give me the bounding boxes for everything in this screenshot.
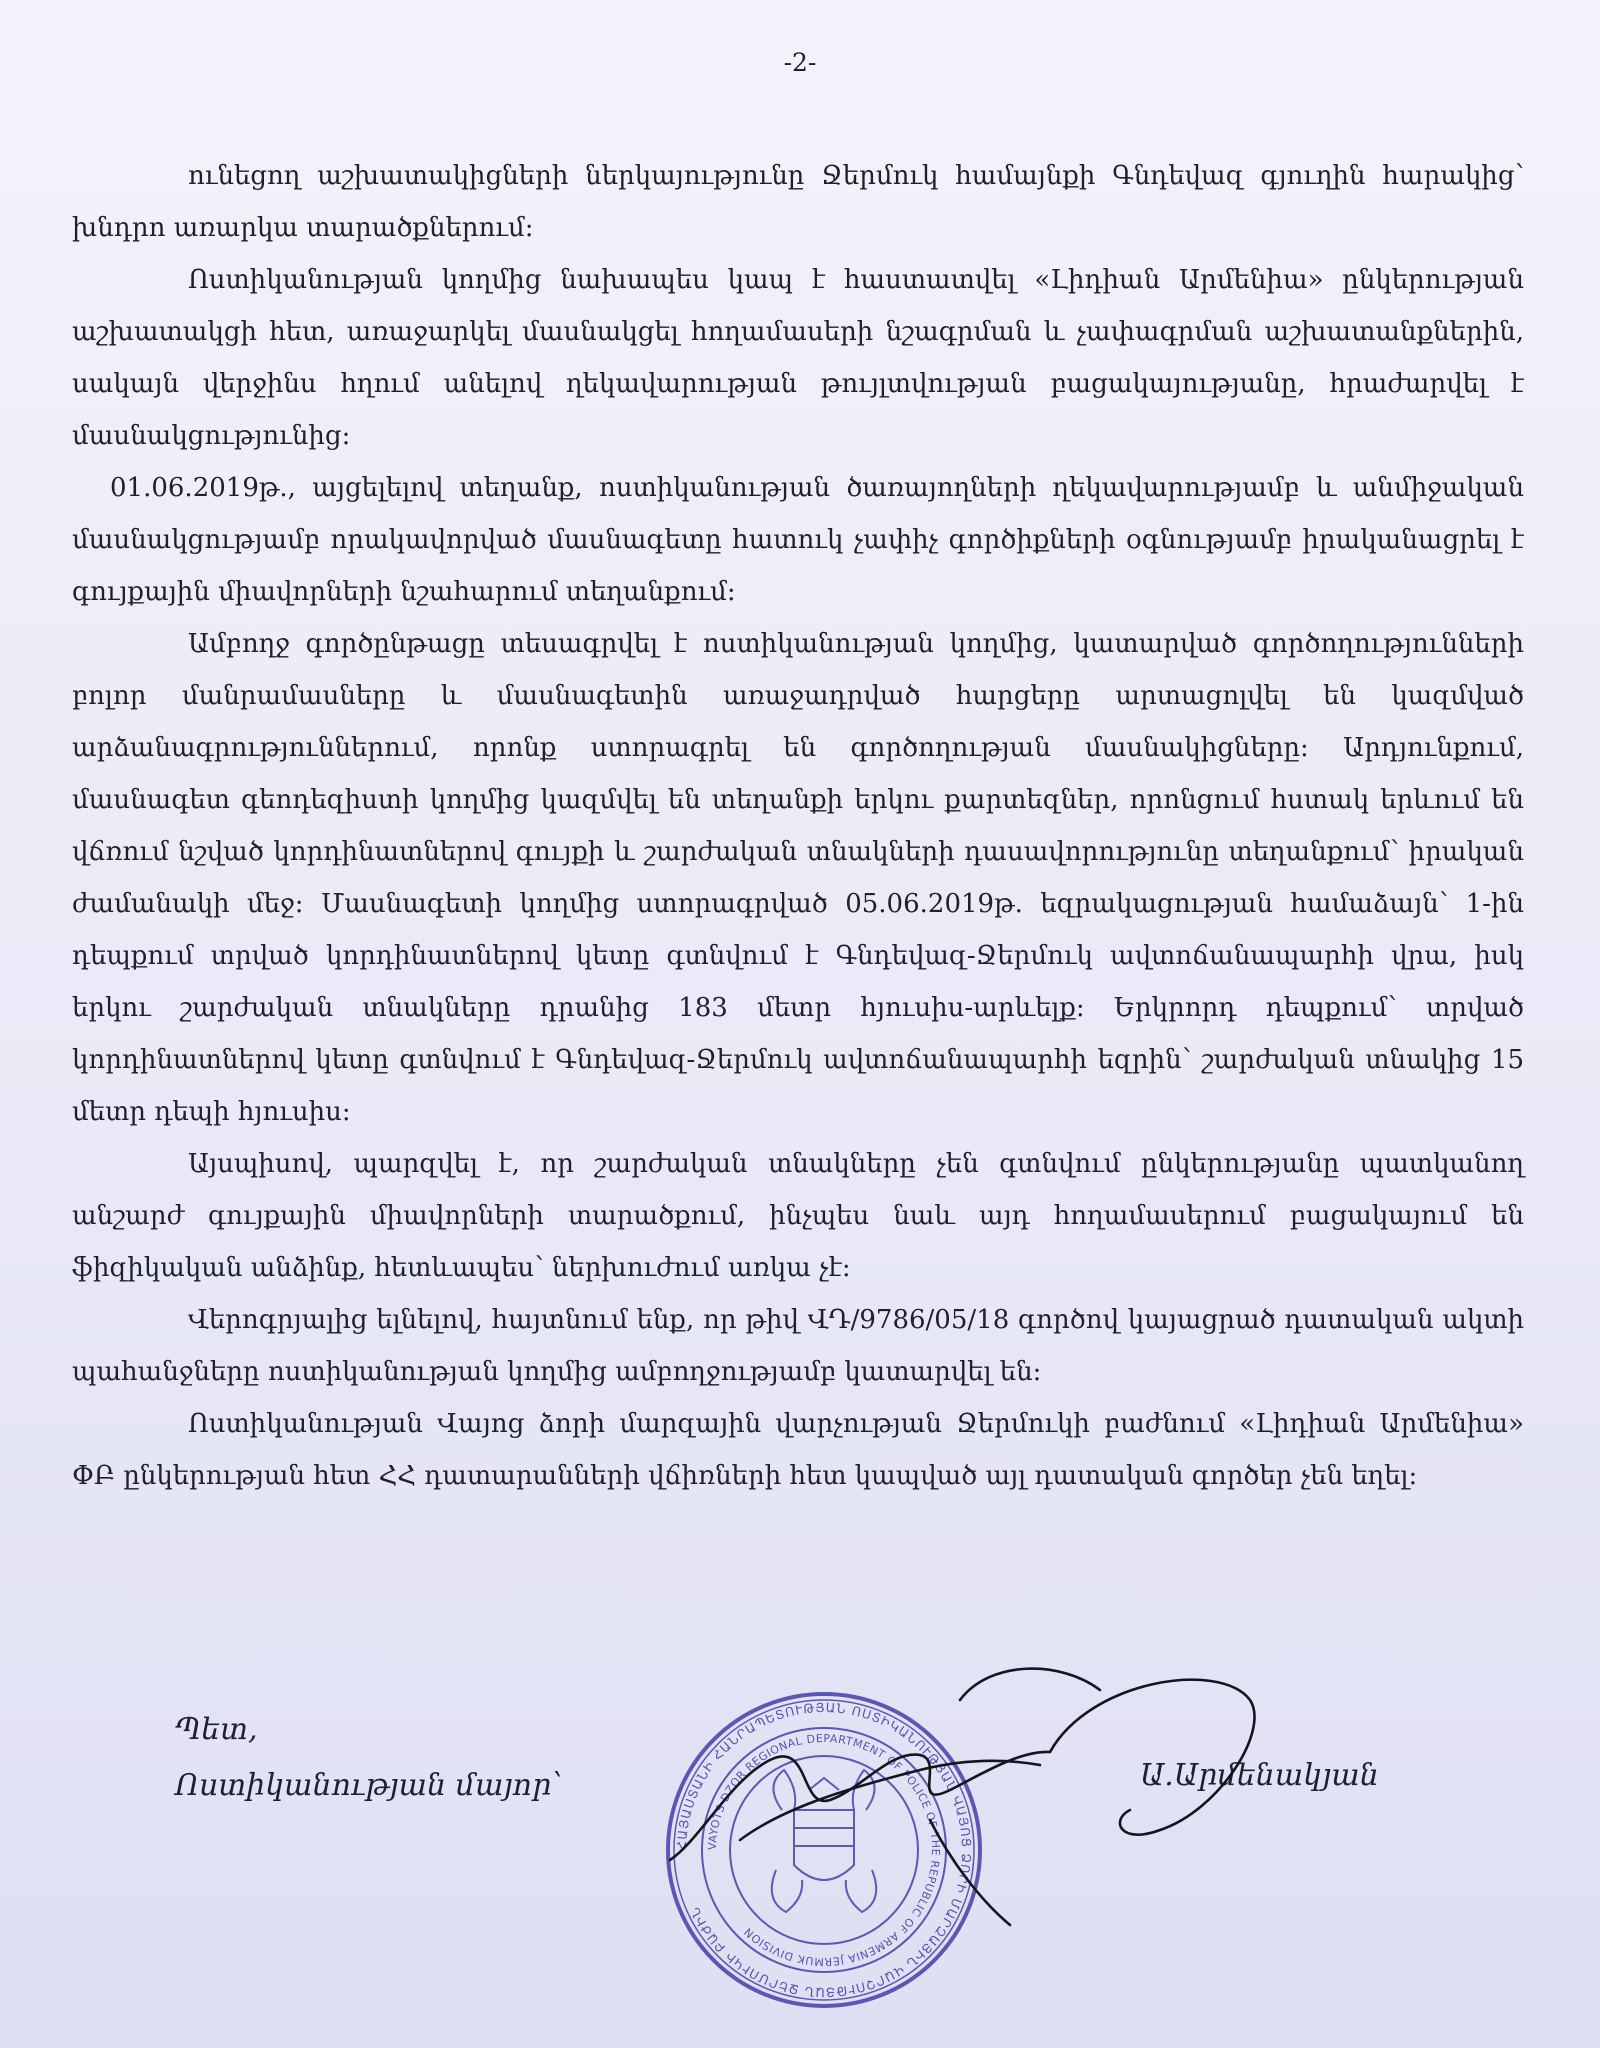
signatory-name: Ա.Արմենակյան (1140, 1758, 1379, 1793)
paragraph-4: Ամբողջ գործընթացը տեսագրվել է ոստիկանության կողմից, կատարված գործողությունների բոլոր մանրամասները և մասնագետին առաջադրված հարցերը արտացոլվել են կազմված արձանագրություններում, որոնք ստորագրել են գործողության մասնակիցները: Արդյունքում, մասնագետ գեոդեզիստի կողմից կազմվել են տեղանքի երկու քարտեզներ, որոնցում հստակ երևում են վճռում նշված կորդինատներով գույքի և շարժական տնակների դասավորությունը տեղանքում՝ իրական ժամանակի մեջ: Մասնագետի կողմից ստորագրված 05.06.2019թ. եզրակացության համաձայն՝ 1-ին դեպքում տրված կորդինատներով կետը գտնվում է Գնդեվազ-Ջերմուկ ավտոճանապարհի վրա, իսկ երկու շարժական տնակները դրանից 183 մետր հյուսիս-արևելք: Երկրորդ դեպքում՝ տրված կորդինատներով կետը գտնվում է Գնդեվազ-Ջերմուկ ավտոճանապարհի եզրին՝ շարժական տնակից 15 մետր դեպի հյուսիս: (72, 629, 1524, 1127)
stamp-outer-text: ՀԱՅԱՍՏԱՆԻ ՀԱՆՐԱՊԵՏՈՒԹՅԱՆ ՈՍՏԻԿԱՆՈՒԹՅԱՆ ՎԱՅՈՑ ՁՈՐԻ ՄԱՐԶԱՅԻՆ ՎԱՐՉՈՒԹՅԱՆ ՋԵՐՄՈՒԿԻ ԲԱԺԻՆ (673, 1699, 975, 2001)
paragraph-1: ունեցող աշխատակիցների ներկայությունը Ջերմուկ համայնքի Գնդեվազ գյուղին հարակից՝ խնդրո առարկա տարածքներում: (72, 161, 1524, 243)
paragraph-2: Ոստիկանության կողմից նախապես կապ է հաստատվել «Լիդիան Արմենիա» ընկերության աշխատակցի հետ, առաջարկել մասնակցել հողամասերի նշագրման և չափագրման աշխատանքներին, սակայն վերջինս հղում անելով ղեկավարության թույլտվության բացակայությանը, հրաժարվել է մասնակցությունից: (72, 265, 1524, 451)
paragraph-7: Ոստիկանության Վայոց ձորի մարզային վարչության Ջերմուկի բաժնում «Լիդիան Արմենիա» ՓԲ ընկերության հետ ՀՀ դատարանների վճիռների հետ կապված այլ դատական գործեր չեն եղել: (72, 1409, 1524, 1491)
paragraph-5: Այսպիսով, պարզվել է, որ շարժական տնակները չեն գտնվում ընկերությանը պատկանող անշարժ գույքային միավորների տարածքում, ինչպես նաև այդ հողամասերում բացակայում են ֆիզիկական անձինք, հետևապես՝ ներխուժում առկա չէ: (72, 1149, 1524, 1283)
stamp-inner-text: VAYOTS DZOR REGIONAL DEPARTMENT OF POLICE OF THE REPUBLIC OF ARMENIA JERMUK DIVISION (705, 1731, 943, 1969)
paragraph-3: 01.06.2019թ., այցելելով տեղանք, ոստիկանության ծառայողների ղեկավարությամբ և անմիջական մասնակցությամբ որակավորված մասնագետը հատուկ չափիչ գործիքների օգնությամբ իրականացրել է գույքային միավորների նշահարում տեղանքում: (72, 473, 1524, 607)
signatory-title (175, 1702, 562, 1814)
letter-body (72, 150, 1524, 1502)
signatory-rank: Ոստիկանության մայոր՝ (175, 1768, 563, 1803)
signatory-position: Պետ, (175, 1712, 258, 1747)
handwritten-signature (660, 1640, 1280, 1940)
paragraph-6: Վերոգրյալից ելնելով, հայտնում ենք, որ թիվ ՎԴ/9786/05/18 գործով կայացրած դատական ակտի պահանջները ոստիկանության կողմից ամբողջությամբ կատարվել են: (72, 1305, 1524, 1387)
page-number: -2- (783, 48, 817, 77)
